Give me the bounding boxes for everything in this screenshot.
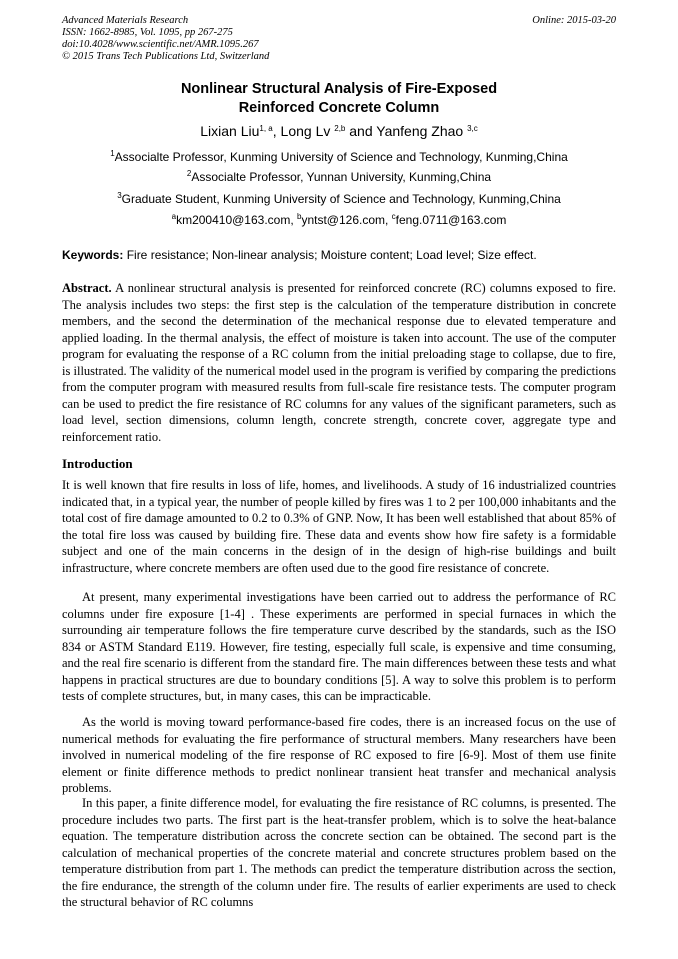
email-a[interactable]: km200410@163.com, xyxy=(176,213,297,227)
email-b[interactable]: yntst@126.com, xyxy=(301,213,392,227)
affiliation-sup: 1 xyxy=(110,149,115,158)
email-sup: c xyxy=(391,212,396,221)
section-heading-introduction: Introduction xyxy=(62,456,133,471)
intro-paragraph-3: As the world is moving toward performance-based fire codes, there is an increased focus on the use of numerical methods for evaluating the fire performance of structural members. Many researchers have been involved in numerical modeling of the fire response of RC exposed to fire [6-9]. Most of them use finite element or finite difference methods to predict nonlinear transient heat transfer and mechanical analysis problems. xyxy=(62,715,616,795)
author-1: Lixian Liu xyxy=(200,123,260,139)
keywords xyxy=(62,248,616,263)
affiliation-1 xyxy=(62,150,616,165)
affiliation-2 xyxy=(62,170,616,185)
doi-line: doi:10.4028/www.scientific.net/AMR.1095.267 xyxy=(62,39,259,50)
issn-line: ISSN: 1662-8985, Vol. 1095, pp 267-275 xyxy=(62,27,233,38)
keywords-label: Keywords: xyxy=(62,248,124,262)
copyright-line: © 2015 Trans Tech Publications Ltd, Switzerland xyxy=(62,51,270,62)
email-c[interactable]: feng.0711@163.com xyxy=(395,213,507,227)
affiliation-text: Graduate Student, Kunming University of Science and Technology, Kunming,China xyxy=(121,192,561,206)
author-3: Yanfeng Zhao xyxy=(376,123,468,139)
email-sup: a xyxy=(171,212,177,221)
author-emails xyxy=(62,213,616,228)
abstract xyxy=(62,280,616,445)
intro-paragraph-2: At present, many experimental investigations have been carried out to address the performance of RC columns under fire exposure [1-4] . These experiments are performed in special furnaces in which the surrounding air temperature follows the fire temperature curve described by the standards, such as the ISO 834 or ASTM Standard E119. However, fire testing, especially full scale, is expensive and time consuming, and the real fire scenario is different from the standard fire. The main differences between these tests and what happens in practical structures are due to boundary conditions [5]. A way to solve this problem is to perform tests of complete structures, but, in many cases, this can be impracticable. xyxy=(62,590,616,703)
affiliation-sup: 2 xyxy=(186,169,192,178)
affiliation-text: Associalte Professor, Kunming University of Science and Technology, Kunming,China xyxy=(114,150,568,164)
author-2-sup: 2,b xyxy=(334,124,346,133)
journal-header xyxy=(62,15,269,63)
intro-paragraph-4: In this paper, a finite difference model, for evaluating the fire resistance of RC columns, is presented. The procedure includes two parts. The first part is the heat-transfer problem, which is to solve the heat-balance equation. The temperature distribution across the concrete section can be obtained. The second part is the calculation of mechanical properties of the concrete material and concrete structures problem based on the temperature distribution from part 1. The methods can predict the temperature distribution across the section, the fire endurance, the strength of the column under fire. The results of earlier experiments are used to check the structural behavior of RC columns xyxy=(62,796,616,909)
author-1-sup: 1, a xyxy=(259,124,273,133)
affiliation-text: Associalte Professor, Yunnan University, Kunming,China xyxy=(191,170,492,184)
paper-title xyxy=(62,80,616,118)
affiliation-3 xyxy=(62,192,616,207)
intro-paragraph-1: It is well known that fire results in loss of life, homes, and livelihoods. A study of 16 industrialized countries indicated that, in a typical year, the number of people killed by fires was 1 to 2 per 100,000 inhabitants and the total cost of fire damage amounted to 0.2 to 0.3% of GNP. Now, It has been well established that about 85% of the total fire loss was caused by building fire. These data and events show how fire safety is a formidable subject and one of the main concerns in the design of in the design of high-rise buildings and built infrastructure, where concrete members are often used due to the good fire resistance of concrete. xyxy=(62,478,616,575)
author-3-sup: 3,c xyxy=(467,124,478,133)
online-date: Online: 2015-03-20 xyxy=(532,15,616,26)
journal-name: Advanced Materials Research xyxy=(62,15,189,26)
abstract-text: A nonlinear structural analysis is presented for reinforced concrete (RC) columns exposed to fire. The analysis includes two steps: the first step is the calculation of the temperature distribution in concrete members, and the second the determination of the mechanical response due to elevated temperature and applied loading. In the thermal analysis, the effect of moisture is taken into account. The use of the computer program for evaluating the response of a RC column from the initial preloading stage to collapse, due to fire, is illustrated. The validity of the numerical model used in the program is verified by comparing the predictions from the computer program with measured results from full-scale fire resistance tests. The computer program can be used to predict the fire resistance of RC columns for any values of the significant parameters, such as load level, section dimensions, column length, concrete strength, concrete cover, aggregate type and reinforcement ratio. xyxy=(62,281,616,444)
author-2: Long Lv xyxy=(280,123,335,139)
keywords-text: Fire resistance; Non-linear analysis; Moisture content; Load level; Size effect. xyxy=(123,248,537,262)
title-line-1: Nonlinear Structural Analysis of Fire-Exposed xyxy=(180,81,498,97)
affiliation-sup: 3 xyxy=(117,191,122,200)
abstract-label: Abstract. xyxy=(62,281,112,295)
author-separator: , xyxy=(272,123,281,139)
email-sup: b xyxy=(297,212,302,221)
author-separator: and xyxy=(349,123,377,139)
author-list xyxy=(62,122,616,140)
title-line-2: Reinforced Concrete Column xyxy=(238,100,440,116)
